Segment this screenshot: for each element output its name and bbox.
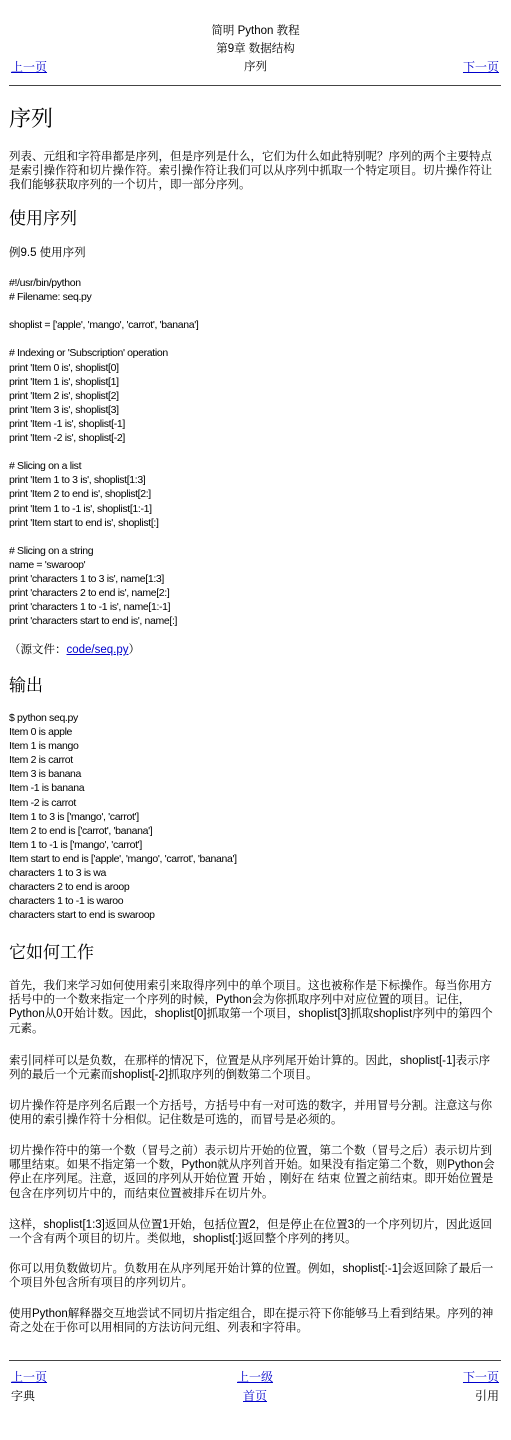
code-line: print 'Item 0 is', shoplist[0] (9, 361, 119, 374)
output-heading: 输出 (9, 676, 43, 695)
code-line: print 'Item 3 is', shoplist[3] (9, 403, 119, 416)
book-title: 简明 Python 教程 (211, 25, 300, 37)
code-line: name = 'swaroop' (9, 558, 86, 571)
footer-divider (9, 1360, 501, 1361)
footer-next-title: 引用 (474, 1389, 499, 1403)
code-line: print 'Item 2 is', shoplist[2] (9, 389, 119, 402)
output-line: characters 1 to 3 is wa (9, 867, 106, 880)
code-line: print 'Item 1 to -1 is', shoplist[1:-1] (9, 502, 152, 515)
header-next-link[interactable]: 下一页 (462, 60, 499, 74)
how-paragraph-2: 索引同样可以是负数，在那样的情况下，位置是从序列尾开始计算的。因此，shoplist[-1]表示序列的最后一个元素而shoplist[-2]抓取序列的倒数第二个项目。 (9, 1055, 491, 1082)
source-note (9, 643, 140, 657)
code-line: print 'Item 1 to 3 is', shoplist[1:3] (9, 474, 146, 487)
header-divider (9, 85, 501, 86)
code-line: print 'Item 1 is', shoplist[1] (9, 375, 119, 388)
code-line: print 'characters 1 to 3 is', name[1:3] (9, 572, 164, 585)
code-block (9, 276, 501, 628)
using-heading: 使用序列 (9, 209, 77, 228)
output-line: Item 3 is banana (9, 768, 82, 781)
code-line: print 'Item 2 to end is', shoplist[2:] (9, 488, 151, 501)
chapter-title: 第9章 数据结构 (216, 43, 295, 55)
source-file-link[interactable]: code/seq.py (66, 644, 129, 656)
code-line: print 'characters 2 to end is', name[2:] (9, 587, 170, 600)
how-paragraph-1: 首先，我们来学习如何使用索引来取得序列中的单个项目。这也被称作是下标操作。每当你用方括号中的一个数来指定一个序列的时候，Python会为你抓取序列中对应位置的项目。记住，Python从0开始计数。因此，shoplist[0]抓取第一个项目，shoplist[3]抓取shoplist序列中的第四个元素。 (9, 980, 493, 1035)
code-line: print 'Item -2 is', shoplist[-2] (9, 432, 125, 445)
output-line: characters 2 to end is aroop (9, 881, 130, 894)
how-paragraph-3: 切片操作符是序列名后跟一个方括号，方括号中有一对可选的数字，并用冒号分割。注意这与你使用的索引操作符十分相似。记住数是可选的，而冒号是必须的。 (9, 1100, 492, 1127)
output-line: Item start to end is ['apple', 'mango', 'carrot', 'banana'] (9, 852, 237, 865)
footer-home-link[interactable]: 首页 (243, 1389, 268, 1403)
output-line: Item 0 is apple (9, 726, 73, 739)
how-paragraph-6: 你可以用负数做切片。负数用在从序列尾开始计算的位置。例如，shoplist[:-1]会返回除了最后一个项目外包含所有项目的序列切片。 (9, 1263, 494, 1290)
code-line: # Indexing or 'Subscription' operation (9, 347, 168, 360)
code-line (9, 530, 501, 544)
code-line: print 'characters 1 to -1 is', name[1:-1] (9, 601, 171, 614)
output-line: Item 2 to end is ['carrot', 'banana'] (9, 824, 153, 837)
footer-prev-title: 字典 (11, 1389, 36, 1403)
section-title: 序列 (244, 61, 267, 73)
output-line: Item 1 to 3 is ['mango', 'carrot'] (9, 810, 139, 823)
code-line (9, 332, 501, 346)
output-line: Item -1 is banana (9, 782, 85, 795)
output-block (9, 711, 501, 922)
example-caption: 例9.5 使用序列 (9, 247, 86, 259)
code-line: # Slicing on a list (9, 460, 82, 473)
code-line: shoplist = ['apple', 'mango', 'carrot', 'banana'] (9, 319, 199, 332)
footer-up-link[interactable]: 上一级 (237, 1370, 274, 1384)
footer-next-link[interactable]: 下一页 (462, 1370, 499, 1384)
page-title: 序列 (9, 106, 54, 131)
output-line: characters start to end is swaroop (9, 909, 155, 922)
intro-paragraph: 列表、元组和字符串都是序列，但是序列是什么，它们为什么如此特别呢？序列的两个主要特点是索引操作符和切片操作符。索引操作符让我们可以从序列中抓取一个特定项目。切片操作符让我们能够获取序列的一个切片，即一部分序列。 (9, 151, 492, 192)
code-line (9, 445, 501, 459)
output-line: Item 1 is mango (9, 740, 79, 753)
footer-prev-link[interactable]: 上一页 (11, 1370, 48, 1384)
output-line: characters 1 to -1 is waroo (9, 895, 124, 908)
how-paragraph-7: 使用Python解释器交互地尝试不同切片指定组合，即在提示符下你能够马上看到结果。序列的神奇之处在于你可以用相同的方法访问元组、列表和字符串。 (9, 1308, 494, 1335)
code-line: print 'characters start to end is', name[:] (9, 615, 178, 628)
output-line: Item 1 to -1 is ['mango', 'carrot'] (9, 838, 142, 851)
code-line (9, 304, 501, 318)
output-line: Item -2 is carrot (9, 796, 76, 809)
how-paragraph-5: 这样，shoplist[1:3]返回从位置1开始，包括位置2，但是停止在位置3的一个序列切片，因此返回一个含有两个项目的切片。类似地，shoplist[:]返回整个序列的拷贝。 (9, 1219, 493, 1246)
code-line: # Slicing on a string (9, 544, 94, 557)
code-line: print 'Item start to end is', shoplist[:] (9, 516, 159, 529)
source-prefix: （源文件： (9, 644, 67, 656)
output-line: $ python seq.py (9, 712, 78, 724)
code-line: # Filename: seq.py (9, 291, 92, 304)
code-line: print 'Item -1 is', shoplist[-1] (9, 417, 125, 430)
header-prev-link[interactable]: 上一页 (11, 60, 48, 74)
output-line: Item 2 is carrot (9, 754, 73, 767)
how-paragraph-4: 切片操作符中的第一个数（冒号之前）表示切片开始的位置，第二个数（冒号之后）表示切片到哪里结束。如果不指定第一个数，Python就从序列首开始。如果没有指定第二个数，则Python会停止在序列尾。注意，返回的序列从开始位置 开始 ，刚好在 结束 位置之前结束。即开始位置是包含在序列切片中的，而结束位置被排斥在切片外。 (9, 1145, 495, 1200)
source-suffix: ） (128, 644, 141, 656)
code-line: #!/usr/bin/python (9, 277, 81, 289)
how-heading: 它如何工作 (9, 943, 94, 962)
